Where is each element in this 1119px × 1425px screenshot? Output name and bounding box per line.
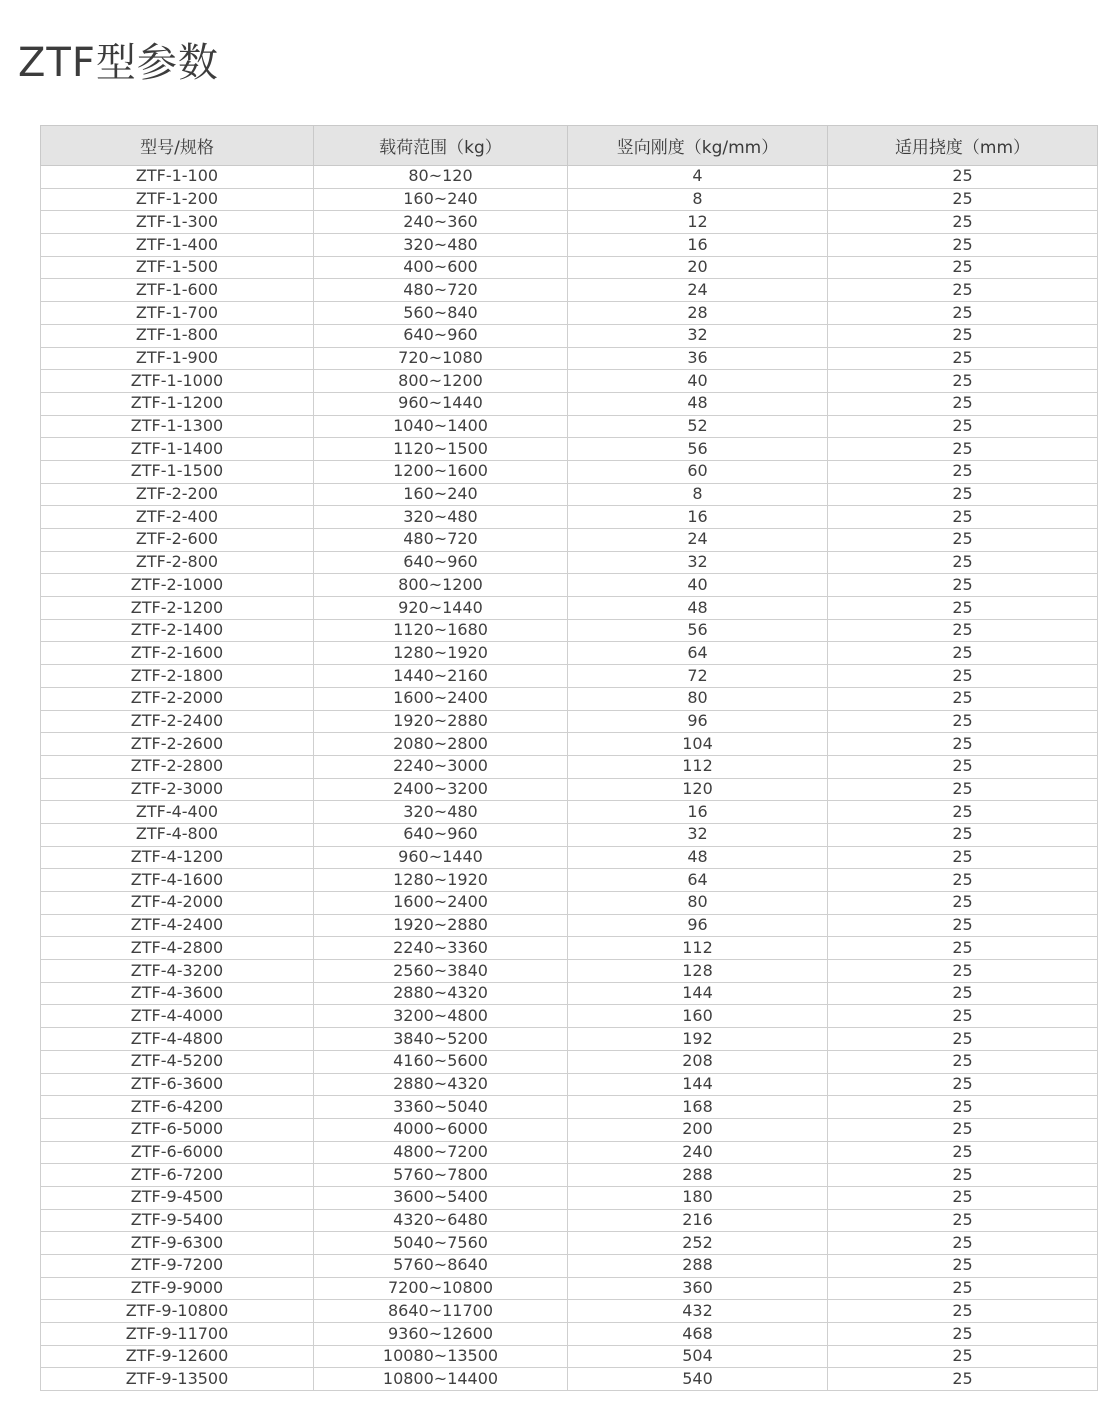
table-cell: 10080~13500 [314, 1345, 568, 1368]
header-row [41, 126, 1098, 166]
table-row [41, 823, 1098, 846]
table-cell: 240 [568, 1141, 828, 1164]
table-cell: ZTF-9-11700 [41, 1323, 314, 1346]
table-cell: 180 [568, 1186, 828, 1209]
table-cell: 2240~3360 [314, 937, 568, 960]
table-cell: 3840~5200 [314, 1028, 568, 1051]
table-cell: ZTF-1-1000 [41, 370, 314, 393]
table-cell: ZTF-2-1200 [41, 597, 314, 620]
table-cell: 560~840 [314, 302, 568, 325]
table-cell: 1200~1600 [314, 460, 568, 483]
table-cell: 288 [568, 1255, 828, 1278]
table-row [41, 687, 1098, 710]
table-cell: 25 [828, 1141, 1098, 1164]
table-row [41, 1323, 1098, 1346]
table-cell: 640~960 [314, 324, 568, 347]
table-cell: ZTF-4-3200 [41, 960, 314, 983]
table-row [41, 392, 1098, 415]
table-cell: 25 [828, 166, 1098, 189]
table-cell: 80 [568, 892, 828, 915]
table-cell: 25 [828, 892, 1098, 915]
table-cell: ZTF-4-2800 [41, 937, 314, 960]
table-row [41, 166, 1098, 189]
table-cell: 32 [568, 324, 828, 347]
table-cell: ZTF-2-1000 [41, 574, 314, 597]
table-cell: 360 [568, 1277, 828, 1300]
table-cell: 25 [828, 551, 1098, 574]
table-cell: ZTF-9-6300 [41, 1232, 314, 1255]
table-cell: 2080~2800 [314, 733, 568, 756]
table-cell: ZTF-9-9000 [41, 1277, 314, 1300]
table-cell: 40 [568, 574, 828, 597]
table-cell: 160 [568, 1005, 828, 1028]
table-row [41, 460, 1098, 483]
table-cell: 25 [828, 188, 1098, 211]
table-row [41, 619, 1098, 642]
table-cell: 8 [568, 188, 828, 211]
table-cell: 320~480 [314, 801, 568, 824]
table-cell: 2240~3000 [314, 755, 568, 778]
table-cell: ZTF-9-12600 [41, 1345, 314, 1368]
table-cell: 640~960 [314, 823, 568, 846]
table-cell: 60 [568, 460, 828, 483]
column-header: 型号/规格 [41, 126, 314, 166]
table-cell: 32 [568, 823, 828, 846]
table-cell: 240~360 [314, 211, 568, 234]
table-row [41, 347, 1098, 370]
table-cell: 200 [568, 1118, 828, 1141]
table-row [41, 279, 1098, 302]
table-cell: 25 [828, 1209, 1098, 1232]
table-cell: 25 [828, 665, 1098, 688]
table-cell: 72 [568, 665, 828, 688]
table-row [41, 710, 1098, 733]
table-row [41, 755, 1098, 778]
spec-table [40, 125, 1098, 1391]
table-cell: 25 [828, 1255, 1098, 1278]
table-cell: 720~1080 [314, 347, 568, 370]
table-cell: 468 [568, 1323, 828, 1346]
table-cell: 1280~1920 [314, 869, 568, 892]
column-header: 载荷范围（kg） [314, 126, 568, 166]
table-cell: 960~1440 [314, 392, 568, 415]
table-cell: 2880~4320 [314, 982, 568, 1005]
table-cell: ZTF-2-1400 [41, 619, 314, 642]
table-cell: 25 [828, 574, 1098, 597]
table-cell: 9360~12600 [314, 1323, 568, 1346]
table-cell: ZTF-4-3600 [41, 982, 314, 1005]
table-cell: 160~240 [314, 483, 568, 506]
table-row [41, 370, 1098, 393]
table-cell: 36 [568, 347, 828, 370]
table-cell: ZTF-4-800 [41, 823, 314, 846]
table-cell: 192 [568, 1028, 828, 1051]
table-cell: 3600~5400 [314, 1186, 568, 1209]
table-cell: 24 [568, 279, 828, 302]
table-cell: 80~120 [314, 166, 568, 189]
table-row [41, 1073, 1098, 1096]
table-cell: 120 [568, 778, 828, 801]
table-cell: ZTF-4-4000 [41, 1005, 314, 1028]
table-cell: 25 [828, 324, 1098, 347]
table-cell: 2400~3200 [314, 778, 568, 801]
table-cell: 2560~3840 [314, 960, 568, 983]
table-cell: 288 [568, 1164, 828, 1187]
table-cell: 320~480 [314, 506, 568, 529]
table-cell: 25 [828, 755, 1098, 778]
table-cell: 160~240 [314, 188, 568, 211]
table-cell: 4000~6000 [314, 1118, 568, 1141]
table-cell: 208 [568, 1050, 828, 1073]
table-row [41, 982, 1098, 1005]
table-cell: ZTF-2-400 [41, 506, 314, 529]
table-cell: 504 [568, 1345, 828, 1368]
table-cell: 25 [828, 619, 1098, 642]
table-cell: 168 [568, 1096, 828, 1119]
table-cell: 320~480 [314, 234, 568, 257]
table-cell: ZTF-1-1500 [41, 460, 314, 483]
table-cell: 24 [568, 529, 828, 552]
table-row [41, 665, 1098, 688]
table-cell: 28 [568, 302, 828, 325]
table-cell: ZTF-4-2000 [41, 892, 314, 915]
table-row [41, 1277, 1098, 1300]
table-cell: 25 [828, 1028, 1098, 1051]
table-cell: ZTF-2-800 [41, 551, 314, 574]
table-cell: ZTF-6-4200 [41, 1096, 314, 1119]
table-cell: 25 [828, 1096, 1098, 1119]
table-cell: ZTF-2-1600 [41, 642, 314, 665]
table-row [41, 960, 1098, 983]
table-cell: 25 [828, 710, 1098, 733]
table-row [41, 483, 1098, 506]
table-cell: 112 [568, 937, 828, 960]
table-row [41, 188, 1098, 211]
table-cell: 1120~1680 [314, 619, 568, 642]
table-cell: 104 [568, 733, 828, 756]
table-cell: 25 [828, 256, 1098, 279]
table-cell: 25 [828, 1050, 1098, 1073]
table-cell: 25 [828, 347, 1098, 370]
table-cell: 25 [828, 846, 1098, 869]
table-row [41, 1186, 1098, 1209]
table-cell: 64 [568, 869, 828, 892]
table-cell: 25 [828, 869, 1098, 892]
table-row [41, 324, 1098, 347]
table-cell: ZTF-4-2400 [41, 914, 314, 937]
table-cell: 16 [568, 506, 828, 529]
table-cell: 25 [828, 823, 1098, 846]
table-cell: 1920~2880 [314, 914, 568, 937]
table-cell: 480~720 [314, 529, 568, 552]
table-cell: 56 [568, 438, 828, 461]
table-row [41, 1232, 1098, 1255]
table-cell: ZTF-1-700 [41, 302, 314, 325]
table-cell: 920~1440 [314, 597, 568, 620]
table-row [41, 574, 1098, 597]
spec-table-header [41, 126, 1098, 166]
table-cell: 4800~7200 [314, 1141, 568, 1164]
table-cell: 25 [828, 982, 1098, 1005]
table-cell: ZTF-4-5200 [41, 1050, 314, 1073]
table-cell: 25 [828, 1277, 1098, 1300]
table-cell: 25 [828, 302, 1098, 325]
table-cell: 25 [828, 1323, 1098, 1346]
spec-table-body [41, 166, 1098, 1391]
table-cell: 25 [828, 1164, 1098, 1187]
table-row [41, 234, 1098, 257]
column-header: 适用挠度（mm） [828, 126, 1098, 166]
table-cell: 4320~6480 [314, 1209, 568, 1232]
table-row [41, 551, 1098, 574]
table-cell: ZTF-4-4800 [41, 1028, 314, 1051]
table-cell: 16 [568, 801, 828, 824]
table-row [41, 1345, 1098, 1368]
table-cell: 25 [828, 438, 1098, 461]
table-cell: 1440~2160 [314, 665, 568, 688]
table-cell: 4160~5600 [314, 1050, 568, 1073]
table-cell: 25 [828, 1005, 1098, 1028]
table-row [41, 1050, 1098, 1073]
table-cell: 25 [828, 279, 1098, 302]
table-cell: 48 [568, 846, 828, 869]
table-cell: ZTF-1-300 [41, 211, 314, 234]
table-cell: 25 [828, 1232, 1098, 1255]
table-cell: 25 [828, 1118, 1098, 1141]
table-cell: 25 [828, 801, 1098, 824]
table-cell: 5760~8640 [314, 1255, 568, 1278]
table-cell: 25 [828, 234, 1098, 257]
table-cell: 1280~1920 [314, 642, 568, 665]
table-row [41, 1118, 1098, 1141]
table-cell: 25 [828, 460, 1098, 483]
table-cell: 112 [568, 755, 828, 778]
table-row [41, 642, 1098, 665]
table-row [41, 846, 1098, 869]
table-row [41, 778, 1098, 801]
column-header: 竖向刚度（kg/mm） [568, 126, 828, 166]
table-cell: ZTF-1-100 [41, 166, 314, 189]
table-cell: 25 [828, 733, 1098, 756]
table-cell: 400~600 [314, 256, 568, 279]
table-row [41, 1141, 1098, 1164]
table-cell: 800~1200 [314, 574, 568, 597]
table-cell: 48 [568, 597, 828, 620]
table-row [41, 1096, 1098, 1119]
table-cell: 25 [828, 1073, 1098, 1096]
table-row [41, 937, 1098, 960]
table-cell: 96 [568, 710, 828, 733]
table-row [41, 415, 1098, 438]
table-cell: 144 [568, 982, 828, 1005]
table-row [41, 438, 1098, 461]
table-row [41, 1255, 1098, 1278]
table-cell: 540 [568, 1368, 828, 1391]
table-cell: 10800~14400 [314, 1368, 568, 1391]
table-row [41, 914, 1098, 937]
table-cell: 1120~1500 [314, 438, 568, 461]
table-cell: ZTF-2-2800 [41, 755, 314, 778]
table-cell: 8 [568, 483, 828, 506]
table-cell: ZTF-4-1600 [41, 869, 314, 892]
table-cell: 144 [568, 1073, 828, 1096]
table-cell: ZTF-9-10800 [41, 1300, 314, 1323]
table-cell: ZTF-6-6000 [41, 1141, 314, 1164]
table-row [41, 506, 1098, 529]
table-row [41, 1028, 1098, 1051]
table-cell: 40 [568, 370, 828, 393]
table-cell: 800~1200 [314, 370, 568, 393]
table-cell: 25 [828, 415, 1098, 438]
table-row [41, 1005, 1098, 1028]
table-cell: 25 [828, 506, 1098, 529]
table-cell: ZTF-1-400 [41, 234, 314, 257]
table-cell: 5040~7560 [314, 1232, 568, 1255]
table-cell: 80 [568, 687, 828, 710]
table-cell: ZTF-2-1800 [41, 665, 314, 688]
table-cell: 25 [828, 687, 1098, 710]
table-cell: 20 [568, 256, 828, 279]
table-cell: 25 [828, 960, 1098, 983]
table-cell: 25 [828, 914, 1098, 937]
table-cell: 52 [568, 415, 828, 438]
table-cell: ZTF-1-1400 [41, 438, 314, 461]
table-cell: 25 [828, 778, 1098, 801]
table-cell: ZTF-2-200 [41, 483, 314, 506]
table-cell: 25 [828, 529, 1098, 552]
table-row [41, 597, 1098, 620]
table-cell: 1600~2400 [314, 687, 568, 710]
table-cell: 25 [828, 370, 1098, 393]
table-cell: 25 [828, 392, 1098, 415]
table-row [41, 529, 1098, 552]
page-title: ZTF型参数 [18, 39, 219, 86]
table-row [41, 256, 1098, 279]
table-cell: 25 [828, 211, 1098, 234]
table-cell: ZTF-9-13500 [41, 1368, 314, 1391]
table-cell: 25 [828, 483, 1098, 506]
table-row [41, 1300, 1098, 1323]
table-cell: ZTF-1-1300 [41, 415, 314, 438]
table-cell: 1920~2880 [314, 710, 568, 733]
table-cell: 3200~4800 [314, 1005, 568, 1028]
table-cell: ZTF-2-2000 [41, 687, 314, 710]
table-row [41, 869, 1098, 892]
table-cell: 25 [828, 937, 1098, 960]
table-cell: 25 [828, 1300, 1098, 1323]
table-cell: 25 [828, 1186, 1098, 1209]
table-cell: 4 [568, 166, 828, 189]
table-cell: ZTF-9-7200 [41, 1255, 314, 1278]
table-cell: ZTF-6-7200 [41, 1164, 314, 1187]
table-cell: 3360~5040 [314, 1096, 568, 1119]
table-cell: 1600~2400 [314, 892, 568, 915]
table-cell: ZTF-1-500 [41, 256, 314, 279]
table-row [41, 1164, 1098, 1187]
table-cell: 1040~1400 [314, 415, 568, 438]
table-cell: 25 [828, 597, 1098, 620]
table-cell: ZTF-2-600 [41, 529, 314, 552]
table-row [41, 1209, 1098, 1232]
table-row [41, 892, 1098, 915]
table-cell: ZTF-1-600 [41, 279, 314, 302]
table-cell: ZTF-4-1200 [41, 846, 314, 869]
table-cell: 16 [568, 234, 828, 257]
table-cell: ZTF-1-800 [41, 324, 314, 347]
table-cell: 216 [568, 1209, 828, 1232]
table-cell: ZTF-2-2400 [41, 710, 314, 733]
table-cell: 480~720 [314, 279, 568, 302]
table-cell: 25 [828, 1345, 1098, 1368]
table-cell: ZTF-1-1200 [41, 392, 314, 415]
table-cell: 7200~10800 [314, 1277, 568, 1300]
table-cell: 32 [568, 551, 828, 574]
table-cell: 432 [568, 1300, 828, 1323]
table-cell: ZTF-2-3000 [41, 778, 314, 801]
table-cell: 640~960 [314, 551, 568, 574]
table-cell: 56 [568, 619, 828, 642]
table-cell: ZTF-1-200 [41, 188, 314, 211]
table-cell: 96 [568, 914, 828, 937]
table-row [41, 801, 1098, 824]
table-cell: ZTF-6-3600 [41, 1073, 314, 1096]
table-cell: 128 [568, 960, 828, 983]
table-cell: ZTF-1-900 [41, 347, 314, 370]
table-cell: 960~1440 [314, 846, 568, 869]
table-cell: 25 [828, 1368, 1098, 1391]
table-cell: 8640~11700 [314, 1300, 568, 1323]
table-cell: ZTF-4-400 [41, 801, 314, 824]
table-cell: ZTF-2-2600 [41, 733, 314, 756]
table-cell: 2880~4320 [314, 1073, 568, 1096]
table-row [41, 302, 1098, 325]
table-row [41, 211, 1098, 234]
table-cell: 25 [828, 642, 1098, 665]
table-cell: 12 [568, 211, 828, 234]
table-cell: 64 [568, 642, 828, 665]
table-row [41, 733, 1098, 756]
table-cell: ZTF-9-5400 [41, 1209, 314, 1232]
table-row [41, 1368, 1098, 1391]
table-cell: 252 [568, 1232, 828, 1255]
table-cell: ZTF-6-5000 [41, 1118, 314, 1141]
table-cell: 5760~7800 [314, 1164, 568, 1187]
table-cell: ZTF-9-4500 [41, 1186, 314, 1209]
table-cell: 48 [568, 392, 828, 415]
